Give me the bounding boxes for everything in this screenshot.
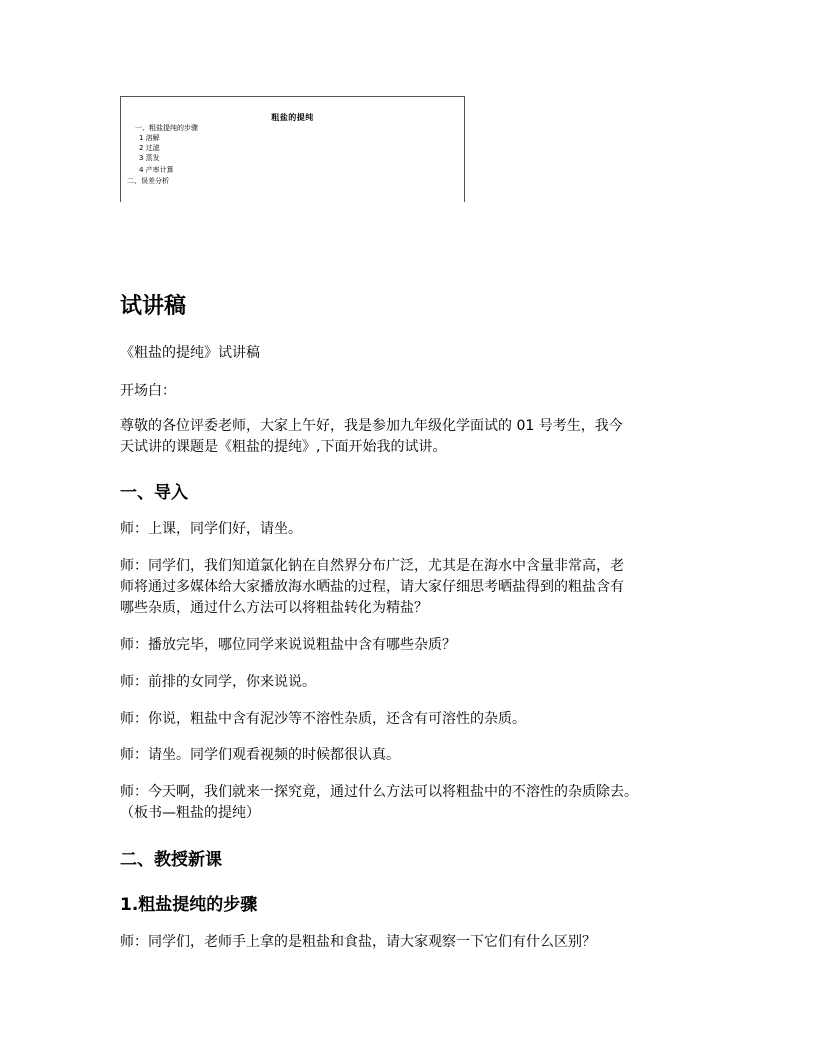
paragraph-line: 师将通过多媒体给大家播放海水晒盐的过程，请大家仔细思考晒盐得到的粗盐含有	[120, 579, 624, 595]
paragraph-line: 师：今天啊，我们就来一探究竟，通过什么方法可以将粗盐中的不溶性的杂质除去。	[120, 784, 638, 800]
opening-label: 开场白：	[120, 383, 176, 399]
board-line: 二、误差分析	[127, 177, 169, 185]
opening-text-line: 天试讲的课题是《粗盐的提纯》,下面开始我的试讲。	[120, 439, 447, 455]
paragraph: 师：上课，同学们好，请坐。	[120, 521, 302, 537]
document-subtitle: 《粗盐的提纯》试讲稿	[120, 345, 260, 361]
board-line: 1 溶解	[139, 134, 160, 142]
section-heading-intro: 一、导入	[120, 483, 188, 503]
paragraph: 师：前排的女同学，你来说说。	[120, 674, 316, 690]
paragraph: 师：同学们，老师手上拿的是粗盐和食盐，请大家观察一下它们有什么区别？	[120, 934, 596, 950]
board-line: 3 蒸发	[139, 154, 160, 162]
opening-text-line: 尊敬的各位评委老师，大家上午好，我是参加九年级化学面试的 01 号考生，我今	[120, 418, 623, 434]
section-heading-new-lesson: 二、教授新课	[120, 850, 222, 870]
board-line: 4 产率计算	[139, 166, 174, 174]
paragraph: 师：你说，粗盐中含有泥沙等不溶性杂质，还含有可溶性的杂质。	[120, 711, 526, 727]
subsection-heading: 1.粗盐提纯的步骤	[120, 895, 258, 915]
paragraph-line: （板书—粗盐的提纯）	[120, 805, 260, 821]
board-line: 2 过滤	[139, 144, 160, 152]
paragraph-line: 师：同学们，我们知道氯化钠在自然界分布广泛，尤其是在海水中含量非常高，老	[120, 558, 624, 574]
paragraph-line: 哪些杂质，通过什么方法可以将粗盐转化为精盐？	[120, 600, 428, 616]
paragraph: 师：请坐。同学们观看视频的时候都很认真。	[120, 747, 400, 763]
board-title: 粗盐的提纯	[271, 113, 314, 122]
board-writing-image	[120, 96, 465, 202]
document-title: 试讲稿	[120, 294, 187, 319]
paragraph: 师：播放完毕，哪位同学来说说粗盐中含有哪些杂质？	[120, 637, 456, 653]
board-line: 一、粗盐提纯的步骤	[135, 124, 198, 132]
